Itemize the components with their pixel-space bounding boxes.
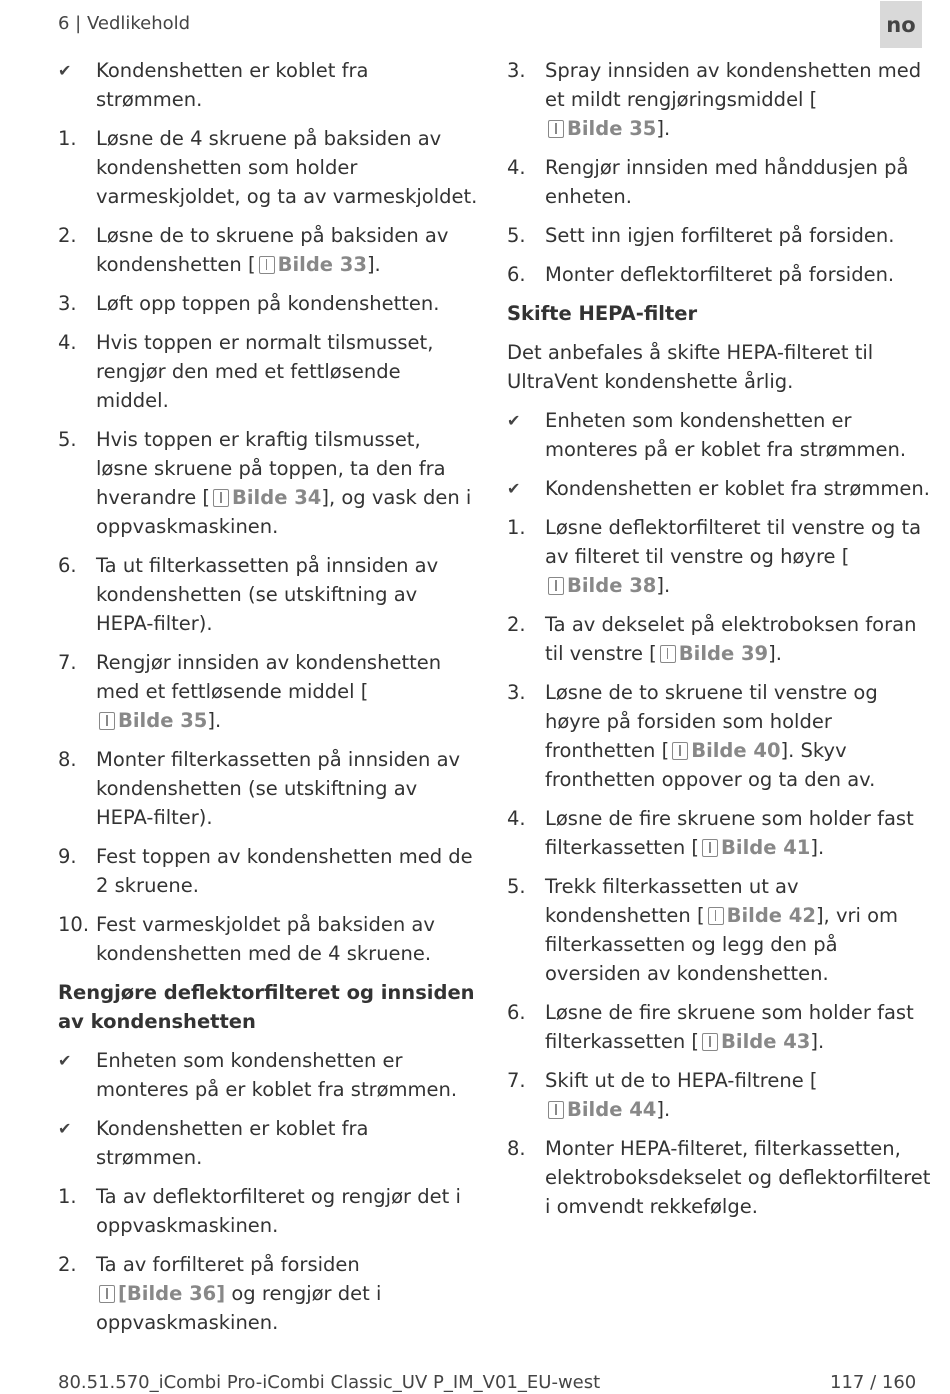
step-text: Løsne de to skruene til venstre og høyre på forsiden som holder fronthetten [ — [545, 681, 878, 762]
step-text: Rengjør innsiden av kondenshetten med et fettløsende middel [ — [96, 651, 442, 703]
figure-reference-link[interactable] — [657, 642, 768, 665]
step-number: 6. — [507, 1001, 526, 1024]
prerequisite-item — [58, 1046, 478, 1104]
step-item — [58, 221, 478, 279]
step-item — [507, 1134, 932, 1221]
step-item — [58, 842, 478, 900]
step-text-after: ]. — [768, 642, 782, 665]
figure-icon — [213, 489, 229, 507]
prerequisite-item — [58, 56, 478, 114]
step-text: Løsne de fire skruene som holder fast filterkassetten [ — [545, 1001, 914, 1053]
figure-reference-link[interactable] — [96, 709, 207, 732]
figure-reference-link[interactable] — [669, 739, 780, 762]
step-number: 8. — [58, 748, 77, 771]
figure-reference-link[interactable] — [96, 1282, 225, 1305]
step-text: Fest toppen av kondenshetten med de 2 skruene. — [96, 845, 473, 897]
checkmark-icon: ✔ — [507, 411, 521, 430]
step-text-after: og rengjør det i oppvaskmaskinen. — [96, 1282, 382, 1334]
page-header: 6 | Vedlikehold — [58, 13, 191, 34]
step-number: 3. — [58, 292, 77, 315]
step-text: Kondenshetten er koblet fra strømmen. — [96, 1117, 369, 1169]
figure-icon — [548, 1101, 564, 1119]
figure-reference-link[interactable] — [210, 486, 321, 509]
step-text: Skift ut de to HEPA-filtrene [ — [545, 1069, 818, 1092]
figure-reference-link[interactable] — [545, 574, 656, 597]
step-item — [58, 1182, 478, 1240]
step-item — [507, 610, 932, 668]
checkmark-icon: ✔ — [58, 1051, 72, 1070]
step-item — [58, 648, 478, 735]
figure-reference-link[interactable] — [699, 1030, 810, 1053]
step-text: Hvis toppen er kraftig tilsmusset, løsne skruene på toppen, ta den fra hverandre [ — [96, 428, 446, 509]
checkmark-icon: ✔ — [58, 61, 72, 80]
step-number: 2. — [507, 613, 526, 636]
step-number: 4. — [58, 331, 77, 354]
step-text: Løsne de fire skruene som holder fast filterkassetten [ — [545, 807, 914, 859]
step-number: 5. — [507, 875, 526, 898]
step-number: 2. — [58, 224, 77, 247]
step-number: 6. — [58, 554, 77, 577]
figure-icon — [660, 645, 676, 663]
prerequisite-item — [507, 474, 932, 503]
step-number: 6. — [507, 263, 526, 286]
step-item — [507, 221, 932, 250]
figure-reference-label: Bilde 34 — [232, 486, 322, 509]
language-badge: no — [880, 1, 922, 48]
step-text-after: ]. — [656, 117, 671, 140]
step-item — [58, 289, 478, 318]
figure-reference-label: [Bilde 36] — [118, 1282, 226, 1305]
step-item — [507, 56, 932, 143]
figure-reference-label: Bilde 35 — [118, 709, 208, 732]
left-column — [58, 56, 478, 1347]
step-item — [58, 910, 478, 968]
figure-reference-label: Bilde 44 — [567, 1098, 657, 1121]
step-item — [507, 804, 932, 862]
step-text: Løft opp toppen på kondenshetten. — [96, 292, 440, 315]
figure-icon — [548, 577, 564, 595]
figure-reference-link[interactable] — [256, 253, 367, 276]
step-text: Rengjør innsiden med hånddusjen på enheten. — [545, 156, 909, 208]
step-text-after: ]. Skyv fronthetten oppover og ta den av. — [545, 739, 876, 791]
step-item — [507, 153, 932, 211]
step-item — [507, 678, 932, 794]
figure-icon — [259, 256, 275, 274]
step-number: 10. — [58, 913, 90, 936]
step-text-after: ]. — [656, 1098, 671, 1121]
step-text-after: ]. — [656, 574, 671, 597]
figure-reference-label: Bilde 40 — [691, 739, 781, 762]
figure-icon — [548, 120, 564, 138]
figure-reference-link[interactable] — [699, 836, 810, 859]
prerequisite-item — [58, 1114, 478, 1172]
figure-reference-label: Bilde 35 — [567, 117, 657, 140]
paragraph: Det anbefales å skifte HEPA-filteret til UltraVent kondenshette årlig. — [507, 341, 874, 393]
step-number: 1. — [58, 127, 77, 150]
step-text: Løsne de to skruene på baksiden av kondenshetten [ — [96, 224, 449, 276]
section-heading: Skifte HEPA-filter — [507, 302, 698, 325]
step-item — [58, 328, 478, 415]
step-text-after: ]. — [366, 253, 381, 276]
step-item — [58, 425, 478, 541]
figure-reference-link[interactable] — [705, 904, 816, 927]
step-number: 3. — [507, 59, 526, 82]
step-item — [58, 551, 478, 638]
step-number: 1. — [58, 1185, 77, 1208]
step-text: Ta av deflektorfilteret og rengjør det i oppvaskmaskinen. — [96, 1185, 461, 1237]
step-text: Spray innsiden av kondenshetten med et mildt rengjøringsmiddel [ — [545, 59, 922, 111]
figure-reference-label: Bilde 43 — [721, 1030, 811, 1053]
step-item — [507, 260, 932, 289]
right-column — [507, 56, 932, 1231]
step-text: Trekk filterkassetten ut av kondenshetten [ — [545, 875, 799, 927]
figure-icon — [99, 712, 115, 730]
step-number: 1. — [507, 516, 526, 539]
checkmark-icon: ✔ — [507, 479, 521, 498]
step-text-after: ]. — [810, 836, 825, 859]
figure-reference-label: Bilde 39 — [678, 642, 769, 665]
step-text-after: ]. — [207, 709, 222, 732]
step-text: Monter deflektorfilteret på forsiden. — [545, 263, 895, 286]
step-item — [58, 1250, 478, 1337]
step-text: Ta ut filterkassetten på innsiden av kondenshetten (se utskiftning av HEPA-filter). — [96, 554, 439, 635]
footer-document-id: 80.51.570_iCombi Pro-iCombi Classic_UV P_IM_V01_EU-west — [58, 1372, 601, 1393]
step-text: Enheten som kondenshetten er monteres på er koblet fra strømmen. — [545, 409, 907, 461]
step-number: 2. — [58, 1253, 77, 1276]
step-item — [507, 513, 932, 600]
checkmark-icon: ✔ — [58, 1119, 72, 1138]
step-number: 7. — [507, 1069, 526, 1092]
step-number: 9. — [58, 845, 77, 868]
step-number: 3. — [507, 681, 526, 704]
figure-icon — [702, 1033, 718, 1051]
step-text: Hvis toppen er normalt tilsmusset, rengjør den med et fettløsende middel. — [96, 331, 434, 412]
footer-page-number: 117 / 160 — [830, 1372, 917, 1393]
step-text: Kondenshetten er koblet fra strømmen. — [96, 59, 369, 111]
figure-reference-link[interactable] — [545, 117, 656, 140]
step-item — [507, 1066, 932, 1124]
step-text-after: ], vri om filterkassetten og legg den på oversiden av kondenshetten. — [545, 904, 899, 985]
step-text: Løsne deflektorfilteret til venstre og ta av filteret til venstre og høyre [ — [545, 516, 922, 568]
step-text: Monter filterkassetten på innsiden av kondenshetten (se utskiftning av HEPA-filter). — [96, 748, 461, 829]
step-text: Enheten som kondenshetten er monteres på er koblet fra strømmen. — [96, 1049, 458, 1101]
step-number: 4. — [507, 807, 526, 830]
step-text: Sett inn igjen forfilteret på forsiden. — [545, 224, 895, 247]
step-number: 5. — [507, 224, 526, 247]
figure-reference-link[interactable] — [545, 1098, 656, 1121]
prerequisite-item — [507, 406, 932, 464]
step-item — [58, 745, 478, 832]
step-text-after: ], og vask den i oppvaskmaskinen. — [96, 486, 472, 538]
figure-reference-label: Bilde 42 — [726, 904, 816, 927]
step-text-after: ]. — [810, 1030, 825, 1053]
section-heading: Rengjøre deflektorfilteret og innsiden av kondenshetten — [58, 981, 475, 1033]
step-text: Ta av forfilteret på forsiden — [96, 1253, 360, 1276]
step-text: Kondenshetten er koblet fra strømmen. — [545, 477, 930, 500]
step-text: Ta av dekselet på elektroboksen foran til venstre [ — [545, 613, 917, 665]
figure-icon — [702, 839, 718, 857]
figure-icon — [708, 907, 724, 925]
step-number: 7. — [58, 651, 77, 674]
figure-icon — [99, 1285, 115, 1303]
step-text: Løsne de 4 skruene på baksiden av kondenshetten som holder varmeskjoldet, og ta av varmeskjoldet. — [96, 127, 478, 208]
step-item — [507, 998, 932, 1056]
figure-reference-label: Bilde 33 — [277, 253, 367, 276]
figure-icon — [672, 742, 688, 760]
step-number: 5. — [58, 428, 77, 451]
figure-reference-label: Bilde 41 — [721, 836, 811, 859]
step-item — [507, 872, 932, 988]
step-number: 8. — [507, 1137, 526, 1160]
step-text: Fest varmeskjoldet på baksiden av kondenshetten med de 4 skruene. — [96, 913, 435, 965]
figure-reference-label: Bilde 38 — [567, 574, 657, 597]
step-item — [58, 124, 478, 211]
step-text: Monter HEPA-filteret, filterkassetten, elektroboksdekselet og deflektorfilteret i omvendt rekkefølge. — [545, 1137, 931, 1218]
step-number: 4. — [507, 156, 526, 179]
